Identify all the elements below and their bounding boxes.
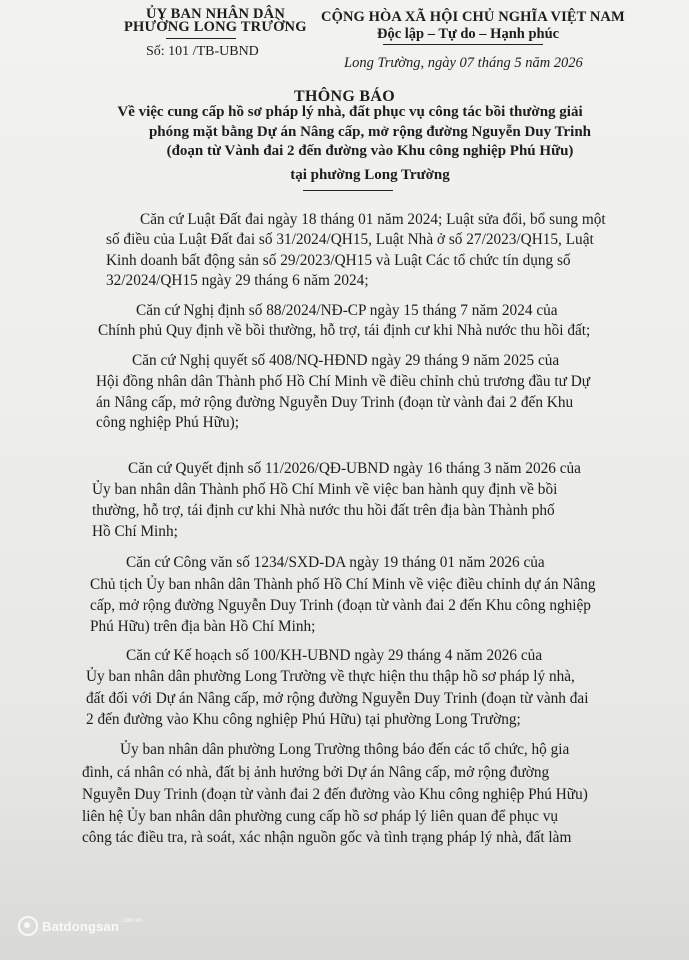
body-line: Căn cứ Kế hoạch số 100/KH-UBND ngày 29 tháng 4 năm 2026 của <box>126 647 543 664</box>
watermark-brand: Batdongsan <box>42 918 120 934</box>
body-line: liên hệ Ủy ban nhân dân phường cung cấp hồ sơ pháp lý liên quan để phục vụ <box>82 808 559 825</box>
issuing-agency-line1: ỦY BAN NHÂN DÂN <box>146 6 286 22</box>
body-line: Phú Hữu) trên địa bàn Hồ Chí Minh; <box>90 618 316 635</box>
body-line: 32/2024/QH15 ngày 29 tháng 6 năm 2024; <box>106 272 369 289</box>
batdongsan-logo-icon <box>18 916 38 936</box>
subject-line-3: (đoạn từ Vành đai 2 đến đường vào Khu công nghiệp Phú Hữu) <box>166 143 574 159</box>
document-title: THÔNG BÁO <box>294 88 395 105</box>
agency-underline <box>166 38 236 39</box>
body-line: Hồ Chí Minh; <box>92 523 178 540</box>
body-line: công nghiệp Phú Hữu); <box>96 414 239 431</box>
subject-underline <box>303 190 393 191</box>
body-line: Hội đồng nhân dân Thành phố Hồ Chí Minh về điều chỉnh chủ trương đầu tư Dự <box>96 373 591 390</box>
site-watermark <box>18 916 142 936</box>
body-line: Ủy ban nhân dân phường Long Trường thông báo đến các tổ chức, hộ gia <box>120 741 570 758</box>
body-line: 2 đến đường vào Khu công nghiệp Phú Hữu) tại phường Long Trường; <box>86 711 521 728</box>
body-line: cấp, mở rộng đường Nguyễn Duy Trinh (đoạn từ vành đai 2 đến Khu công nghiệp <box>90 597 591 614</box>
body-line: đất đối với Dự án Nâng cấp, mở rộng đường Nguyễn Duy Trinh (đoạn từ vành đai <box>86 690 589 707</box>
issuing-agency-line2: PHƯỜNG LONG TRƯỜNG <box>124 19 307 35</box>
body-line: Chính phủ Quy định về bồi thường, hỗ trợ, tái định cư khi Nhà nước thu hồi đất; <box>98 322 591 339</box>
document-number: Số: 101 /TB-UBND <box>146 44 259 59</box>
national-motto: Độc lập – Tự do – Hạnh phúc <box>377 26 560 42</box>
body-line: Kinh doanh bất động sản số 29/2023/QH15 và Luật Các tổ chức tín dụng số <box>106 252 571 269</box>
motto-underline <box>383 44 543 45</box>
body-line: Căn cứ Công văn số 1234/SXD-DA ngày 19 tháng 01 năm 2026 của <box>126 554 545 571</box>
body-line: công tác điều tra, rà soát, xác nhận nguồn gốc và tình trạng pháp lý nhà, đất làm <box>82 829 572 846</box>
body-line: Nguyễn Duy Trinh (đoạn từ vành đai 2 đến đường vào Khu công nghiệp Phú Hữu) <box>82 786 588 803</box>
subject-line-1: Về việc cung cấp hồ sơ pháp lý nhà, đất phục vụ công tác bồi thường giải <box>117 104 583 120</box>
body-line: thường, hỗ trợ, tái định cư khi Nhà nước thu hồi đất trên địa bàn Thành phố <box>92 502 555 519</box>
subject-line-2: phóng mặt bằng Dự án Nâng cấp, mở rộng đường Nguyễn Duy Trinh <box>148 124 592 140</box>
watermark-domain: .com.vn <box>121 918 143 924</box>
body-line: Căn cứ Luật Đất đai ngày 18 tháng 01 năm 2024; Luật sửa đổi, bổ sung một <box>140 211 606 228</box>
body-line: số điều của Luật Đất đai số 31/2024/QH15, Luật Nhà ở số 27/2023/QH15, Luật <box>106 231 594 248</box>
body-line: Ủy ban nhân dân phường Long Trường về thực hiện thu thập hồ sơ pháp lý nhà, <box>86 668 575 685</box>
body-line: Căn cứ Quyết định số 11/2026/QĐ-UBND ngày 16 tháng 3 năm 2026 của <box>128 460 581 477</box>
national-title: CỘNG HÒA XÃ HỘI CHỦ NGHĨA VIỆT NAM <box>321 9 625 25</box>
place-and-date: Long Trường, ngày 07 tháng 5 năm 2026 <box>344 55 583 71</box>
subject-line-4: tại phường Long Trường <box>290 167 450 183</box>
body-line: Chủ tịch Ủy ban nhân dân Thành phố Hồ Chí Minh về việc điều chỉnh dự án Nâng <box>90 576 596 593</box>
body-line: Căn cứ Nghị định số 88/2024/NĐ-CP ngày 15 tháng 7 năm 2024 của <box>136 302 558 319</box>
body-line: đình, cá nhân có nhà, đất bị ảnh hưởng bởi Dự án Nâng cấp, mở rộng đường <box>82 764 550 781</box>
body-line: án Nâng cấp, mở rộng đường Nguyễn Duy Trinh (đoạn từ vành đai 2 đến Khu <box>96 394 574 411</box>
body-line: Căn cứ Nghị quyết số 408/NQ-HĐND ngày 29 tháng 9 năm 2025 của <box>132 352 560 369</box>
body-line: Ủy ban nhân dân Thành phố Hồ Chí Minh về việc ban hành quy định về bồi <box>92 481 558 498</box>
